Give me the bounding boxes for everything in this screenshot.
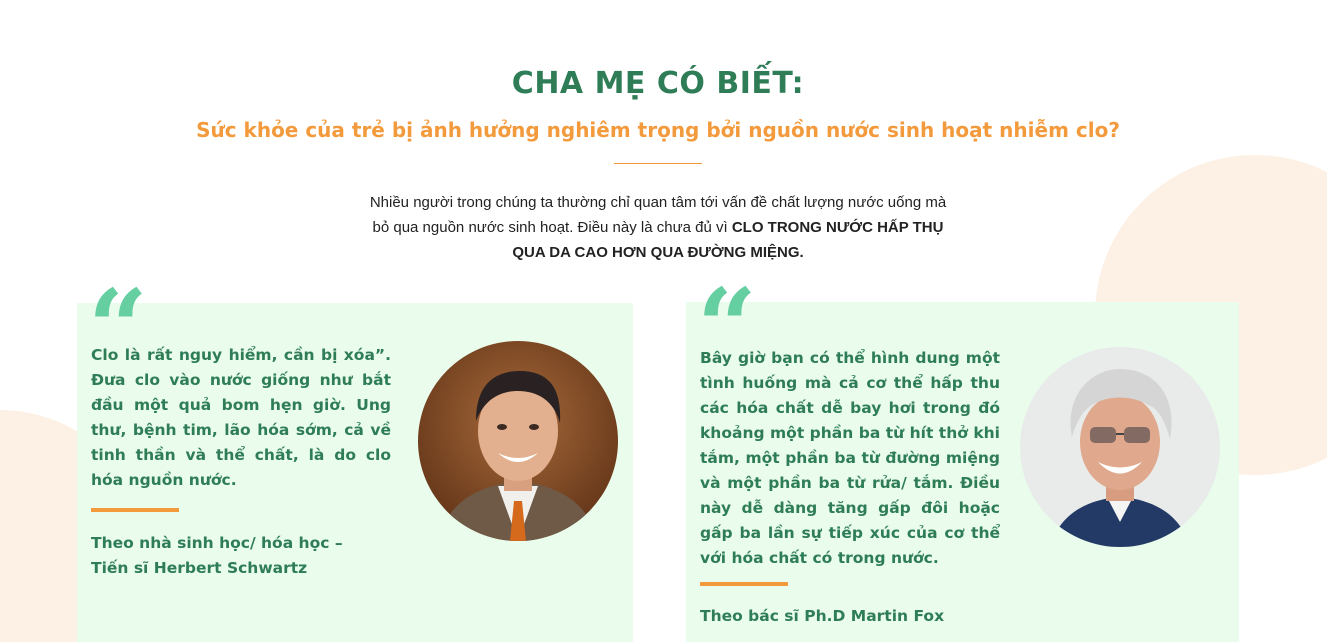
quote-author [91,531,411,581]
quote-author [700,604,1020,629]
quote-text: Clo là rất nguy hiểm, cần bị xóa”. Đưa clo vào nước giống như bắt đầu một quả bom hẹn giờ. Ung thư, bệnh tim, lão hóa sớm, cả về tinh thần và thể chất, là do clo hóa nguồn nước. [91,346,391,489]
title-divider [614,163,702,164]
author-portrait [1020,347,1220,547]
quote-accent-bar [91,508,179,512]
author-name: Theo bác sĩ Ph.D Martin Fox [700,607,945,625]
intro-highlight: CLO TRONG NƯỚC HẤP THỤ QUA DA CAO HƠN QUA ĐƯỜNG MIỆNG. [512,219,944,261]
quote-mark-icon: “ [697,265,757,388]
portrait-man-suit-icon [418,341,618,541]
quote-mark-icon: “ [88,266,148,389]
intro-text: Nhiều người trong chúng ta thường chỉ quan tâm tới vấn đề chất lượng nước uống mà bỏ qua nguồn nước sinh hoạt. Điều này là chưa đủ vì [369,194,947,236]
author-line: Theo nhà sinh học/ hóa học – [91,534,343,552]
portrait-man-glasses-icon [1020,347,1220,547]
quote-accent-bar [700,582,788,586]
intro-paragraph [360,190,956,265]
quote-text: Bây giờ bạn có thể hình dung một tình huống mà cả cơ thể hấp thu các hóa chất dễ bay hơi trong đó khoảng một phần ba từ hít thở khi tắm, một phần ba từ đường miệng và một phần ba từ rửa/ tắm. Điều này dễ dàng tăng gấp đôi hoặc gấp ba lần sự tiếp xúc của cơ thể với hóa chất có trong nước. [700,349,1000,567]
page-subtitle: Sức khỏe của trẻ bị ảnh hưởng nghiêm trọng bởi nguồn nước sinh hoạt nhiễm clo? [196,118,1120,142]
page-title: CHA MẸ CÓ BIẾT: [511,66,805,101]
author-portrait [418,341,618,541]
author-name: Tiến sĩ Herbert Schwartz [91,559,308,577]
